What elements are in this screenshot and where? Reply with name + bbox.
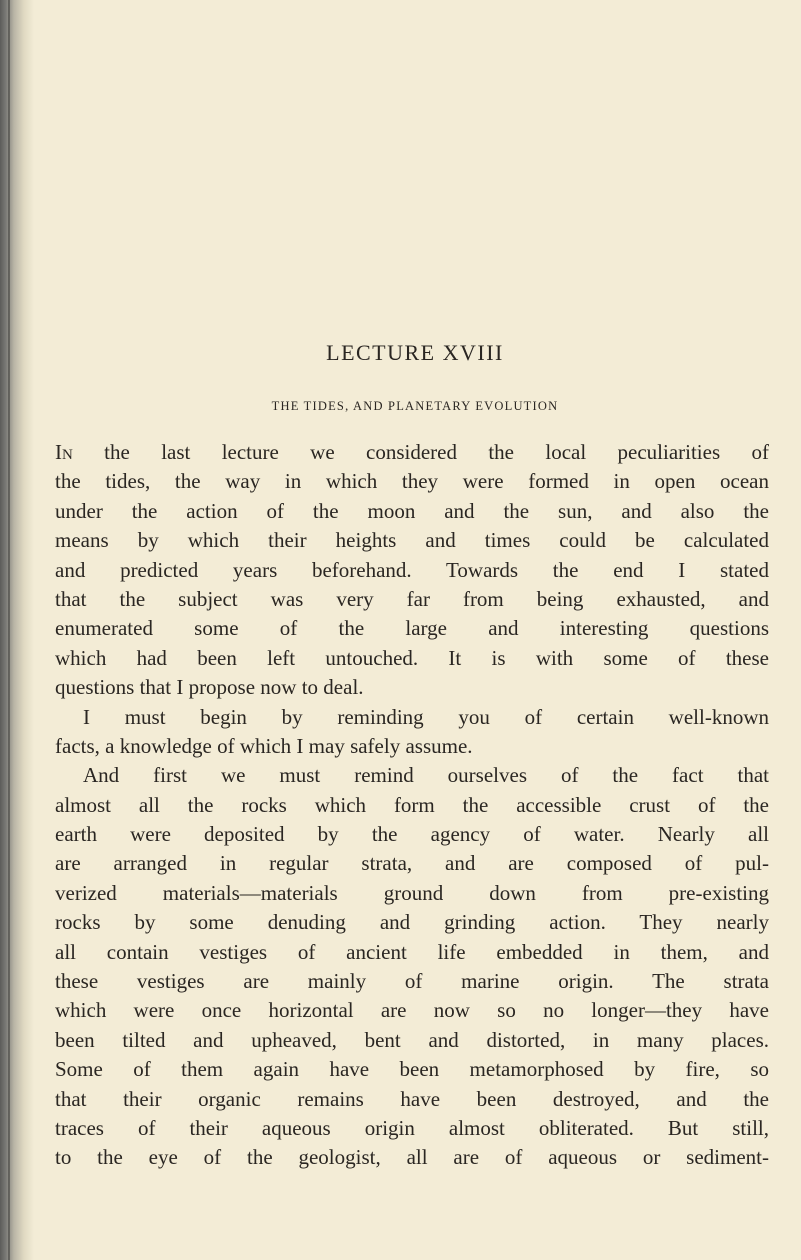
text-line: that their organic remains have been destroyed, and the	[55, 1086, 769, 1111]
text-line: In the last lecture we considered the local peculiarities of	[55, 440, 769, 464]
binding-gutter	[0, 0, 34, 1260]
binding-edge	[8, 0, 10, 1260]
text-line: I must begin by reminding you of certain well-known	[83, 704, 769, 729]
text-line: been tilted and upheaved, bent and distorted, in many places.	[55, 1027, 769, 1052]
text-line: And first we must remind ourselves of the fact that	[83, 763, 769, 788]
text-line: rocks by some denuding and grinding action. They nearly	[55, 910, 769, 935]
text-line: all contain vestiges of ancient life embedded in them, and	[55, 939, 769, 964]
lecture-subtitle: THE TIDES, AND PLANETARY EVOLUTION	[271, 399, 559, 413]
text-line: means by which their heights and times could be calculated	[55, 528, 769, 553]
text-line: earth were deposited by the agency of water. Nearly all	[55, 822, 769, 847]
text-line: are arranged in regular strata, and are composed of pul-	[55, 851, 769, 876]
text-line: questions that I propose now to deal.	[55, 675, 364, 700]
text-line: enumerated some of the large and interesting questions	[55, 616, 769, 641]
body-text	[55, 438, 769, 1173]
book-page	[55, 0, 775, 1260]
text-line: traces of their aqueous origin almost obliterated. But still,	[55, 1115, 769, 1140]
text-line: which were once horizontal are now so no longer—they have	[55, 998, 769, 1023]
text-line: that the subject was very far from being exhausted, and	[55, 586, 769, 611]
lecture-title: LECTURE XVIII	[326, 340, 504, 365]
text-line: to the eye of the geologist, all are of aqueous or sediment-	[55, 1145, 769, 1170]
text-line: verized materials—materials ground down from pre-existing	[55, 880, 769, 905]
lead-word: In	[55, 440, 73, 464]
text-line: these vestiges are mainly of marine origin. The strata	[55, 969, 769, 994]
text-line: Some of them again have been metamorphosed by fire, so	[55, 1057, 769, 1082]
text-line: which had been left untouched. It is with some of these	[55, 645, 769, 670]
text-line: under the action of the moon and the sun, and also the	[55, 498, 769, 523]
text-line: and predicted years beforehand. Towards the end I stated	[55, 557, 769, 582]
text-line: facts, a knowledge of which I may safely assume.	[55, 733, 473, 758]
text-line: the tides, the way in which they were formed in open ocean	[55, 469, 769, 494]
text-line: almost all the rocks which form the accessible crust of the	[55, 792, 769, 817]
